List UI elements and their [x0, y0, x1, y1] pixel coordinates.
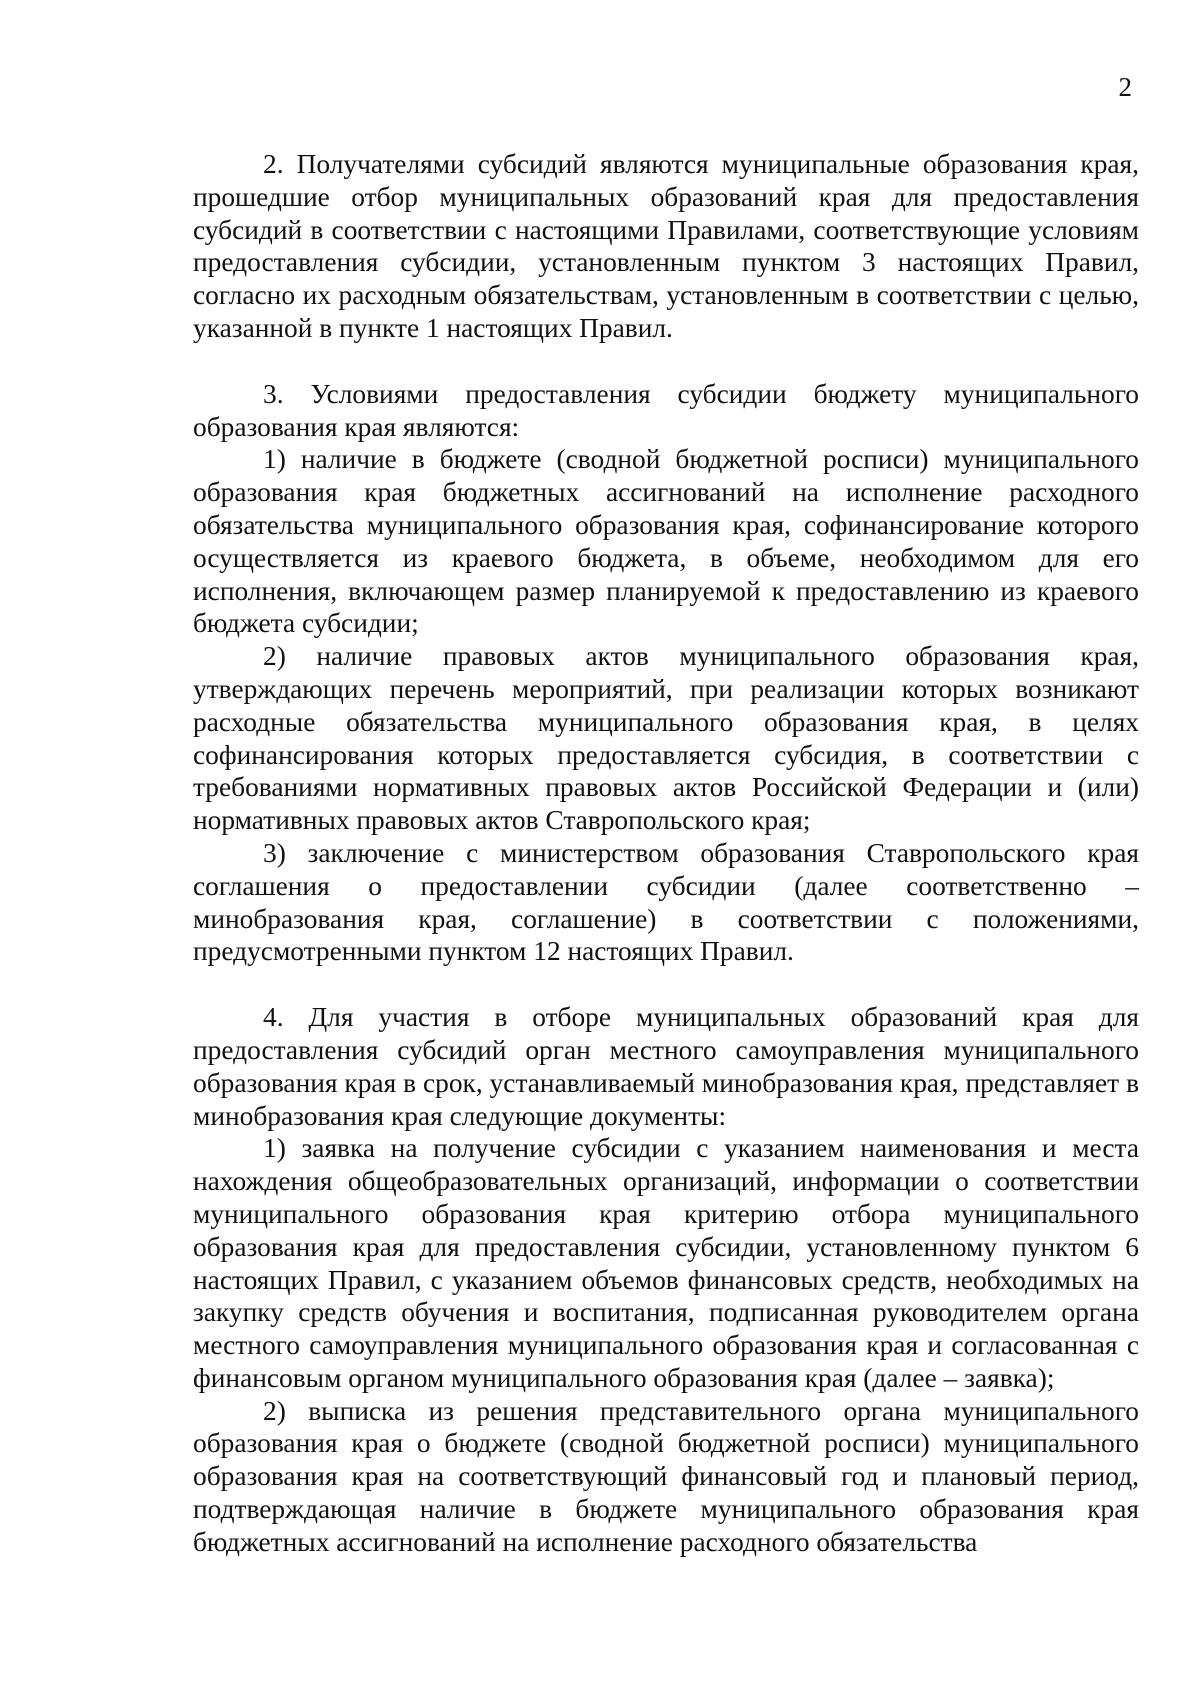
paragraph-condition-2: 2) наличие правовых актов муниципального образования края, утверждающих перечень мероприятий, при реализации которых возникают расходные обязательства муниципального образования края, в целях софинансирования которых предоставляется субсидия, в соответствии с требованиями нормативных правовых актов Российской Федерации и (или) нормативных правовых актов Ставропольского края; [193, 641, 1139, 836]
paragraph-conditions: 3. Условиями предоставления субсидии бюджету муниципального образования края являются: [193, 378, 1139, 442]
paragraph-document-1: 1) заявка на получение субсидии с указанием наименования и места нахождения общеобразовательных организаций, информации о соответствии муниципального образования края критерию отбора муниципального образования края для предоставления субсидии, установленному пунктом 6 настоящих Правил, с указанием объемов финансовых средств, необходимых на закупку средств обучения и воспитания, подписанная руководителем органа местного самоуправления муниципального образования края и согласованная с финансовым органом муниципального образования края (далее – заявка); [193, 1133, 1139, 1393]
paragraph-condition-3: 3) заключение с министерством образования Ставропольского края соглашения о предоставлении субсидии (далее соответственно – минобразования края, соглашение) в соответствии с положениями, предусмотренными пунктом 12 настоящих Правил. [193, 837, 1139, 967]
document-body [193, 148, 1139, 1559]
paragraph-document-2: 2) выписка из решения представительного органа муниципального образования края о бюджете (сводной бюджетной росписи) муниципального образования края на соответствующий финансовый год и плановый период, подтверждающая наличие в бюджете муниципального образования края бюджетных ассигнований на исполнение расходного обязательства [193, 1395, 1139, 1557]
paragraph-condition-1: 1) наличие в бюджете (сводной бюджетной росписи) муниципального образования края бюджетных ассигнований на исполнение расходного обязательства муниципального образования края, софинансирование которого осуществляется из краевого бюджета, в объеме, необходимом для его исполнения, включающем размер планируемой к предоставлению из краевого бюджета субсидии; [193, 444, 1139, 639]
paragraph-selection-documents: 4. Для участия в отборе муниципальных образований края для предоставления субсидий орган местного самоуправления муниципального образования края в срок, устанавливаемый минобразования края, представляет в минобразования края следующие документы: [193, 1002, 1139, 1131]
paragraph-recipients: 2. Получателями субсидий являются муниципальные образования края, прошедшие отбор муниципальных образований края для предоставления субсидий в соответствии с настоящими Правилами, соответствующие условиям предоставления субсидии, установленным пунктом 3 настоящих Правил, согласно их расходным обязательствам, установленным в соответствии с целью, указанной в пункте 1 настоящих Правил. [193, 149, 1139, 343]
page-number: 2 [1118, 72, 1132, 102]
